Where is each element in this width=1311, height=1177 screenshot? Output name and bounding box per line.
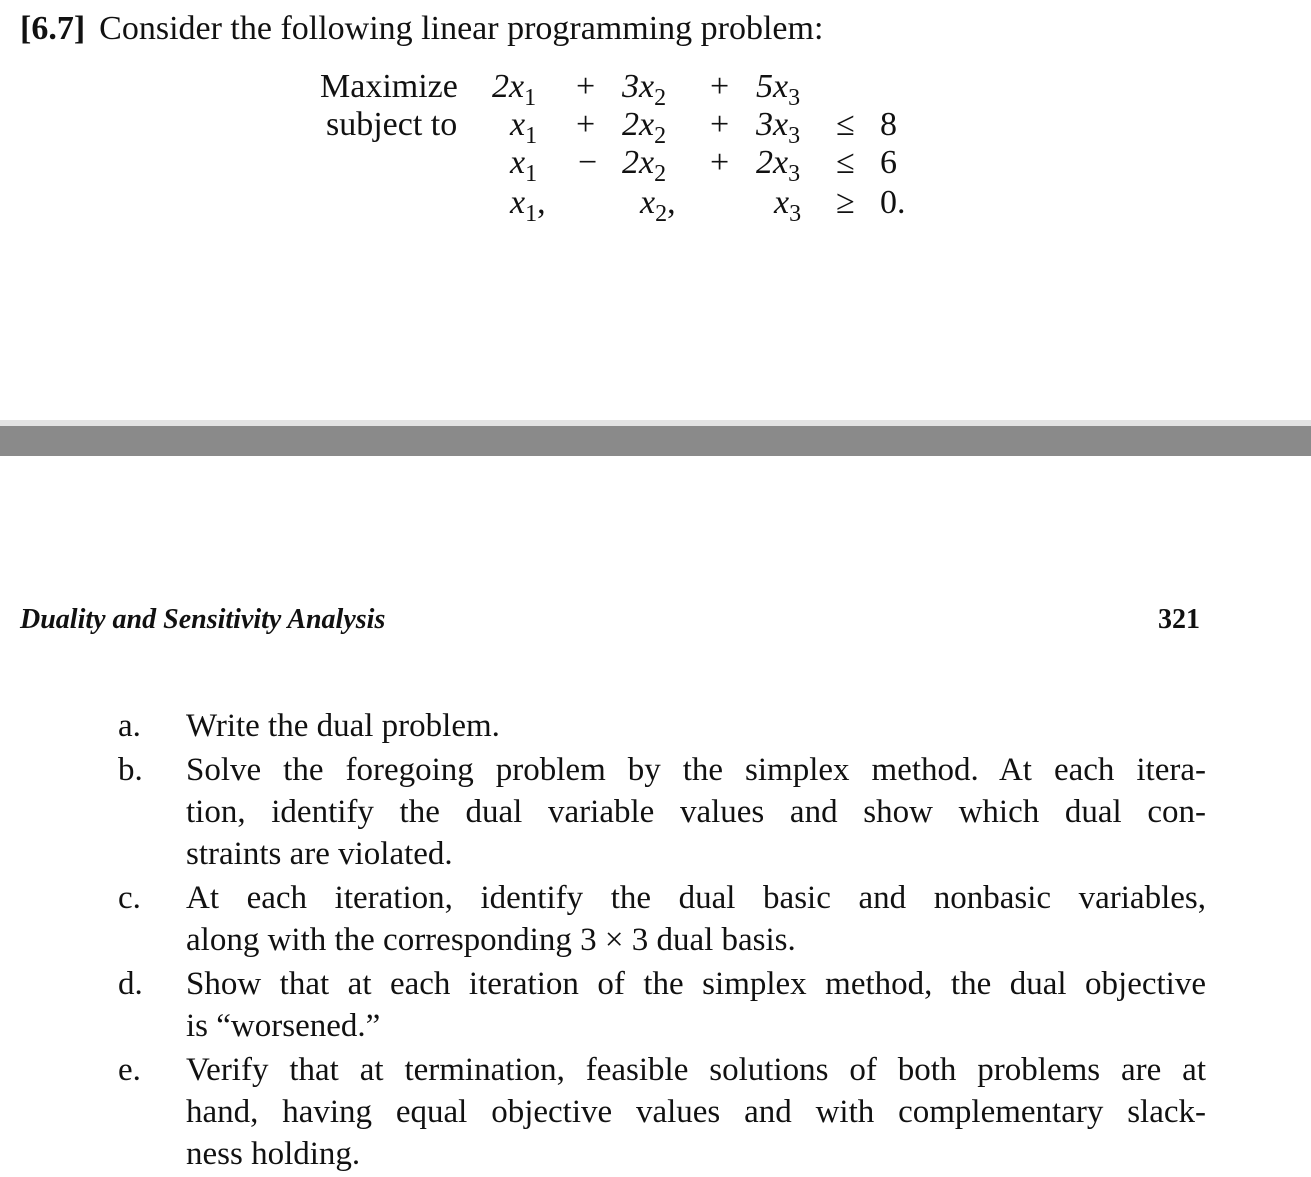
problem-intro: Consider the following linear programming problem:: [99, 10, 824, 47]
constraint-label: subject to: [326, 106, 458, 143]
lp-operator: +: [710, 106, 730, 143]
lp-operator: +: [576, 106, 596, 143]
lp-term: $2x_2$: [622, 106, 667, 149]
question-letter: a.: [118, 708, 141, 744]
lp-term: $3x_3$: [756, 106, 801, 149]
lp-operator: +: [710, 68, 730, 105]
lp-term: $5x_3$: [756, 68, 801, 111]
question-line: ness holding.: [186, 1136, 361, 1172]
question-line: Write the dual problem.: [186, 708, 500, 744]
question-line: along with the corresponding 3 × 3 dual basis.: [186, 922, 796, 958]
question-letter: e.: [118, 1052, 141, 1088]
question-letter: d.: [118, 966, 143, 1002]
question-line: straints are violated.: [186, 836, 453, 872]
question-line: Solve the foregoing problem by the simplex method. At each itera-: [186, 752, 1206, 788]
lp-rhs: 0.: [880, 184, 906, 221]
lp-operator: +: [576, 68, 596, 105]
lp-term: $2x_1$: [492, 68, 537, 111]
question-line: tion, identify the dual variable values and show which dual con-: [186, 794, 1206, 830]
lp-term: $x_1$,: [510, 184, 546, 227]
lp-relation: ≤: [836, 144, 855, 181]
running-head-title: Duality and Sensitivity Analysis: [20, 604, 386, 635]
question-line: Show that at each iteration of the simplex method, the dual objective: [186, 966, 1206, 1002]
question-letter: c.: [118, 880, 141, 916]
question-line: is “worsened.”: [186, 1008, 381, 1044]
lp-term: $x_3$: [774, 184, 802, 227]
question-line: Verify that at termination, feasible solutions of both problems are at: [186, 1052, 1206, 1088]
lp-term: $x_1$: [510, 106, 538, 149]
lp-rhs: 6: [880, 144, 897, 181]
lp-operator: −: [578, 144, 598, 181]
lp-relation: ≤: [836, 106, 855, 143]
question-line: hand, having equal objective values and with complementary slack-: [186, 1094, 1206, 1130]
lp-term: $x_1$: [510, 144, 538, 187]
objective-label: Maximize: [320, 68, 458, 105]
question-line: At each iteration, identify the dual basic and nonbasic variables,: [186, 880, 1206, 916]
lp-rhs: 8: [880, 106, 897, 143]
lp-relation: ≥: [836, 184, 855, 221]
lp-term: $2x_3$: [756, 144, 801, 187]
question-letter: b.: [118, 752, 143, 788]
lp-term: $3x_2$: [622, 68, 667, 111]
lp-operator: +: [710, 144, 730, 181]
lp-term: $x_2$,: [640, 184, 676, 227]
problem-number: [6.7]: [20, 10, 86, 47]
page-number: 321: [1158, 604, 1200, 635]
lp-term: $2x_2$: [622, 144, 667, 187]
